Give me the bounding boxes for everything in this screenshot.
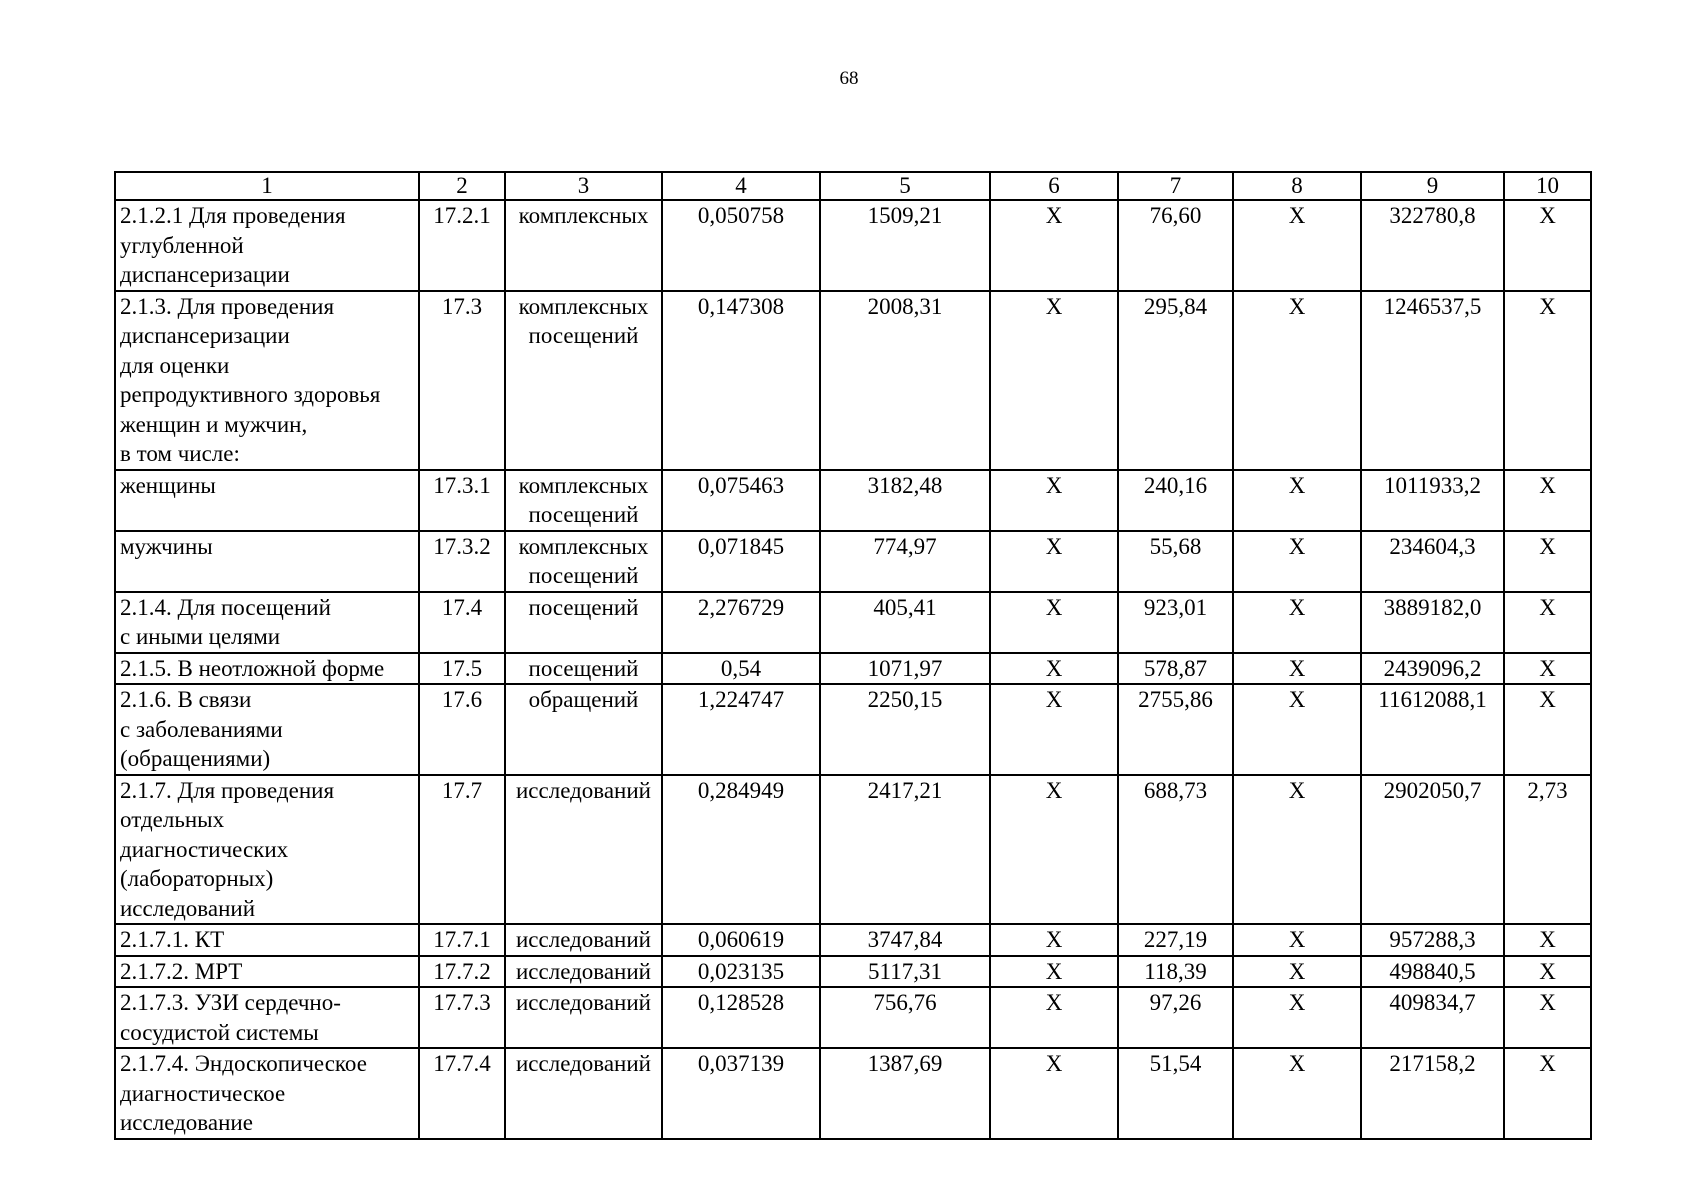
table-cell-col-6: X	[990, 924, 1118, 956]
table-cell-col-3: исследований	[505, 924, 662, 956]
table-row	[115, 653, 1591, 685]
table-cell-col-10: X	[1504, 924, 1591, 956]
table-cell-col-6: X	[990, 684, 1118, 775]
row-label-cell: мужчины	[115, 531, 419, 592]
table-cell-col-7: 688,73	[1118, 775, 1233, 925]
table-cell-col-7: 118,39	[1118, 956, 1233, 988]
table-header-row	[115, 172, 1591, 200]
table-row	[115, 684, 1591, 775]
column-header-3: 3	[505, 172, 662, 200]
table-cell-col-5: 774,97	[820, 531, 990, 592]
table-cell-col-4: 0,023135	[662, 956, 820, 988]
table-cell-col-2: 17.2.1	[419, 200, 505, 291]
table-cell-col-9: 11612088,1	[1361, 684, 1504, 775]
table-cell-col-10: X	[1504, 470, 1591, 531]
table-cell-col-10: X	[1504, 956, 1591, 988]
table-cell-col-6: X	[990, 531, 1118, 592]
table-cell-col-9: 1011933,2	[1361, 470, 1504, 531]
page-number: 68	[839, 68, 859, 89]
table-cell-col-5: 1509,21	[820, 200, 990, 291]
table-cell-col-2: 17.3.2	[419, 531, 505, 592]
row-label-cell: 2.1.7.3. УЗИ сердечно- сосудистой системы	[115, 987, 419, 1048]
table-cell-col-3: посещений	[505, 653, 662, 685]
row-label-cell: 2.1.5. В неотложной форме	[115, 653, 419, 685]
table-cell-col-5: 1071,97	[820, 653, 990, 685]
table-cell-col-2: 17.7.3	[419, 987, 505, 1048]
column-header-4: 4	[662, 172, 820, 200]
row-label-cell: женщины	[115, 470, 419, 531]
table-cell-col-10: X	[1504, 1048, 1591, 1139]
table-cell-col-4: 0,147308	[662, 291, 820, 470]
table-cell-col-4: 1,224747	[662, 684, 820, 775]
row-label-cell: 2.1.6. В связи с заболеваниями (обращениями)	[115, 684, 419, 775]
table-cell-col-4: 0,075463	[662, 470, 820, 531]
table-cell-col-5: 3747,84	[820, 924, 990, 956]
table-cell-col-9: 2439096,2	[1361, 653, 1504, 685]
table-cell-col-10: X	[1504, 684, 1591, 775]
table-row	[115, 291, 1591, 470]
table-cell-col-9: 234604,3	[1361, 531, 1504, 592]
table-cell-col-2: 17.3.1	[419, 470, 505, 531]
table-cell-col-5: 5117,31	[820, 956, 990, 988]
table-cell-col-7: 2755,86	[1118, 684, 1233, 775]
table-row	[115, 924, 1591, 956]
table-cell-col-10: X	[1504, 531, 1591, 592]
table-cell-col-7: 227,19	[1118, 924, 1233, 956]
table-row	[115, 956, 1591, 988]
table-cell-col-3: комплексных посещений	[505, 470, 662, 531]
table-cell-col-9: 322780,8	[1361, 200, 1504, 291]
column-header-8: 8	[1233, 172, 1361, 200]
table-row	[115, 200, 1591, 291]
table-cell-col-6: X	[990, 775, 1118, 925]
table-cell-col-5: 2008,31	[820, 291, 990, 470]
table-row	[115, 470, 1591, 531]
column-header-10: 10	[1504, 172, 1591, 200]
table-cell-col-4: 0,284949	[662, 775, 820, 925]
table-cell-col-4: 0,037139	[662, 1048, 820, 1139]
table-cell-col-7: 76,60	[1118, 200, 1233, 291]
table-cell-col-4: 0,128528	[662, 987, 820, 1048]
table-cell-col-2: 17.5	[419, 653, 505, 685]
table-row	[115, 531, 1591, 592]
table-cell-col-9: 1246537,5	[1361, 291, 1504, 470]
table-cell-col-9: 409834,7	[1361, 987, 1504, 1048]
column-header-7: 7	[1118, 172, 1233, 200]
table-cell-col-4: 2,276729	[662, 592, 820, 653]
table-cell-col-2: 17.7.1	[419, 924, 505, 956]
row-label-cell: 2.1.3. Для проведения диспансеризации для оценки репродуктивного здоровья женщин и мужчин, в том числе:	[115, 291, 419, 470]
table-cell-col-8: X	[1233, 956, 1361, 988]
table-cell-col-8: X	[1233, 653, 1361, 685]
table-row	[115, 775, 1591, 925]
table-cell-col-5: 1387,69	[820, 1048, 990, 1139]
table-cell-col-2: 17.7	[419, 775, 505, 925]
table-cell-col-3: комплексных посещений	[505, 291, 662, 470]
table-cell-col-7: 578,87	[1118, 653, 1233, 685]
row-label-cell: 2.1.7.2. МРТ	[115, 956, 419, 988]
table-cell-col-3: исследований	[505, 987, 662, 1048]
table-cell-col-6: X	[990, 200, 1118, 291]
table-cell-col-7: 240,16	[1118, 470, 1233, 531]
table-cell-col-2: 17.6	[419, 684, 505, 775]
table-cell-col-8: X	[1233, 470, 1361, 531]
row-label-cell: 2.1.7.4. Эндоскопическое диагностическое исследование	[115, 1048, 419, 1139]
table-cell-col-7: 295,84	[1118, 291, 1233, 470]
table-cell-col-8: X	[1233, 987, 1361, 1048]
table-cell-col-3: комплексных	[505, 200, 662, 291]
table-cell-col-3: посещений	[505, 592, 662, 653]
table-cell-col-9: 2902050,7	[1361, 775, 1504, 925]
table-cell-col-10: X	[1504, 987, 1591, 1048]
table-cell-col-3: исследований	[505, 956, 662, 988]
table-cell-col-2: 17.7.2	[419, 956, 505, 988]
table-cell-col-5: 756,76	[820, 987, 990, 1048]
table-cell-col-7: 55,68	[1118, 531, 1233, 592]
table-cell-col-8: X	[1233, 1048, 1361, 1139]
table-cell-col-3: обращений	[505, 684, 662, 775]
table-cell-col-5: 405,41	[820, 592, 990, 653]
table-cell-col-8: X	[1233, 684, 1361, 775]
table-cell-col-6: X	[990, 291, 1118, 470]
table-cell-col-3: исследований	[505, 1048, 662, 1139]
row-label-cell: 2.1.7.1. КТ	[115, 924, 419, 956]
table-cell-col-6: X	[990, 653, 1118, 685]
table-cell-col-7: 97,26	[1118, 987, 1233, 1048]
table-cell-col-8: X	[1233, 592, 1361, 653]
table-cell-col-4: 0,54	[662, 653, 820, 685]
column-header-1: 1	[115, 172, 419, 200]
column-header-5: 5	[820, 172, 990, 200]
table-cell-col-3: комплексных посещений	[505, 531, 662, 592]
table-cell-col-6: X	[990, 987, 1118, 1048]
table-cell-col-8: X	[1233, 924, 1361, 956]
table-cell-col-10: X	[1504, 200, 1591, 291]
column-header-6: 6	[990, 172, 1118, 200]
column-header-9: 9	[1361, 172, 1504, 200]
table-cell-col-4: 0,060619	[662, 924, 820, 956]
row-label-cell: 2.1.7. Для проведения отдельных диагностических (лабораторных) исследований	[115, 775, 419, 925]
row-label-cell: 2.1.2.1 Для проведения углубленной диспансеризации	[115, 200, 419, 291]
table-cell-col-7: 923,01	[1118, 592, 1233, 653]
table-cell-col-8: X	[1233, 200, 1361, 291]
table-cell-col-5: 2417,21	[820, 775, 990, 925]
table-cell-col-8: X	[1233, 291, 1361, 470]
table-cell-col-10: X	[1504, 653, 1591, 685]
table-cell-col-9: 217158,2	[1361, 1048, 1504, 1139]
table-row	[115, 592, 1591, 653]
table-cell-col-6: X	[990, 956, 1118, 988]
table-cell-col-7: 51,54	[1118, 1048, 1233, 1139]
row-label-cell: 2.1.4. Для посещений с иными целями	[115, 592, 419, 653]
table-cell-col-2: 17.4	[419, 592, 505, 653]
table-cell-col-4: 0,050758	[662, 200, 820, 291]
table-cell-col-8: X	[1233, 775, 1361, 925]
table-cell-col-5: 2250,15	[820, 684, 990, 775]
table-cell-col-6: X	[990, 470, 1118, 531]
table-cell-col-2: 17.7.4	[419, 1048, 505, 1139]
table-cell-col-6: X	[990, 1048, 1118, 1139]
data-table	[114, 171, 1592, 1140]
table-cell-col-8: X	[1233, 531, 1361, 592]
table-row	[115, 987, 1591, 1048]
table-cell-col-6: X	[990, 592, 1118, 653]
table-row	[115, 1048, 1591, 1139]
table-cell-col-2: 17.3	[419, 291, 505, 470]
table-cell-col-9: 498840,5	[1361, 956, 1504, 988]
table-cell-col-5: 3182,48	[820, 470, 990, 531]
table-cell-col-9: 3889182,0	[1361, 592, 1504, 653]
table-cell-col-3: исследований	[505, 775, 662, 925]
column-header-2: 2	[419, 172, 505, 200]
table-cell-col-4: 0,071845	[662, 531, 820, 592]
table-cell-col-10: X	[1504, 592, 1591, 653]
table-cell-col-9: 957288,3	[1361, 924, 1504, 956]
table-cell-col-10: X	[1504, 291, 1591, 470]
table-cell-col-10: 2,73	[1504, 775, 1591, 925]
